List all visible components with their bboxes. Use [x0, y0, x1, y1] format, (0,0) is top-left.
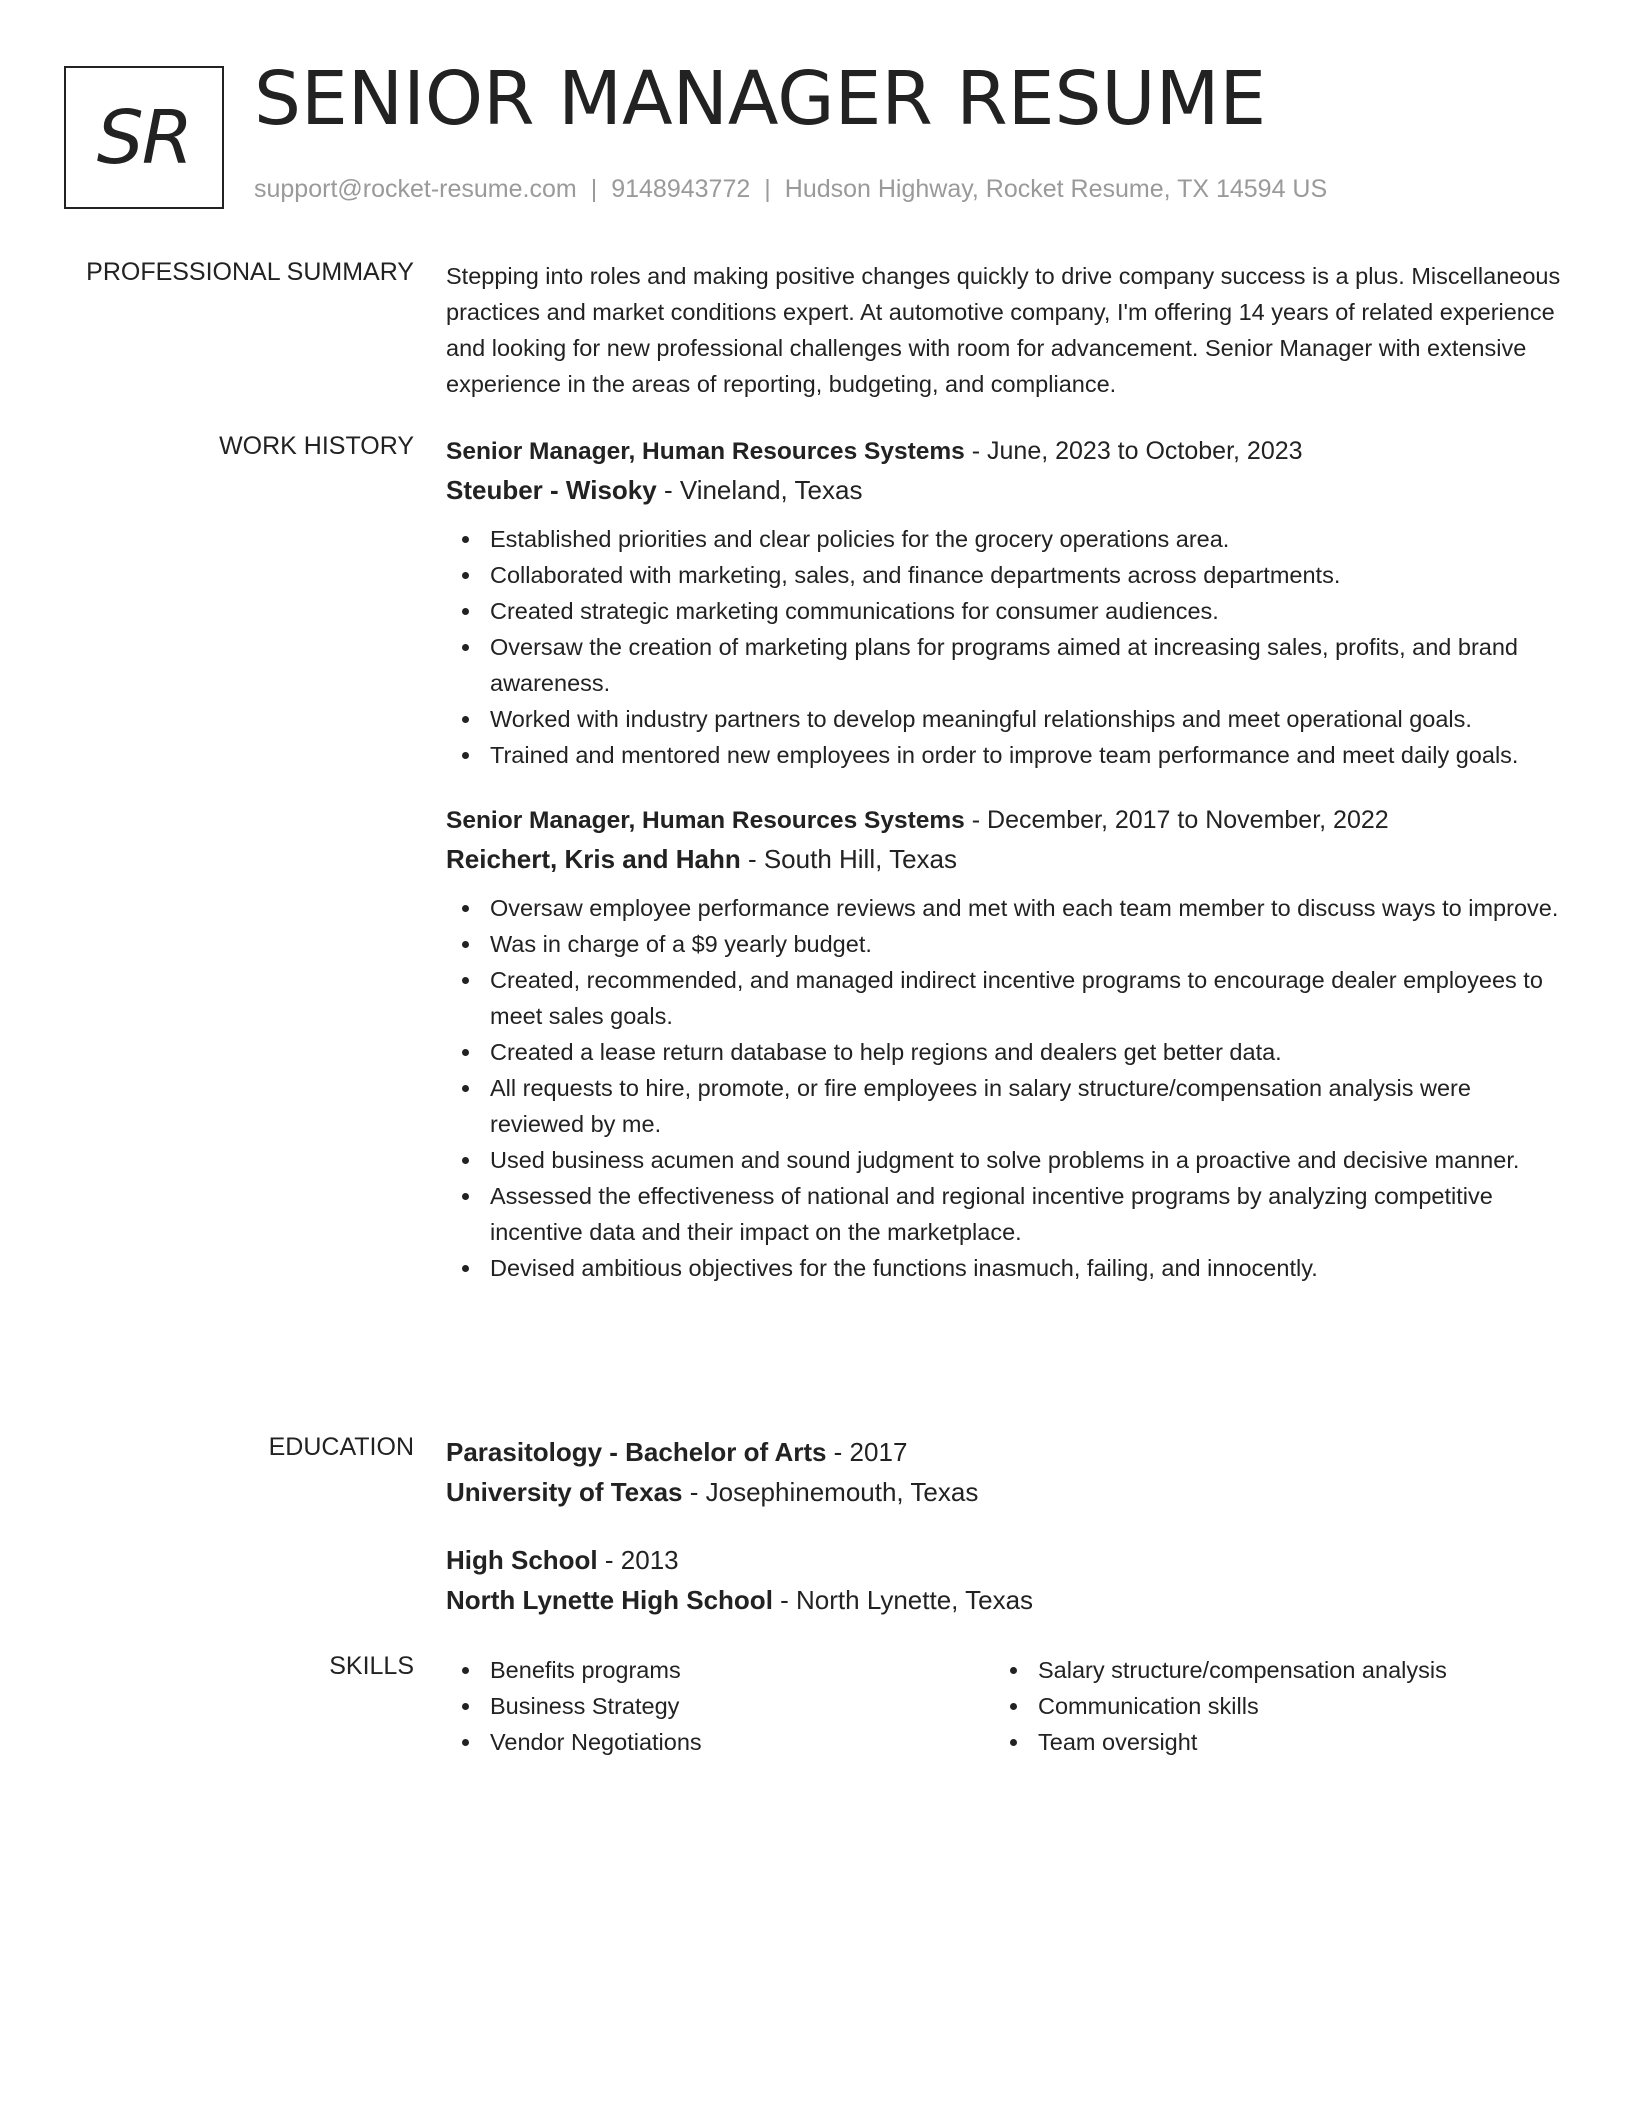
section-label-summary: PROFESSIONAL SUMMARY	[86, 258, 414, 286]
contact-email[interactable]: support@rocket-resume.com	[254, 175, 577, 203]
job-company-line	[446, 471, 1566, 509]
contact-separator: |	[764, 175, 771, 203]
education-degree-line	[446, 1433, 1566, 1471]
job-title-line	[446, 432, 1566, 471]
contact-address: Hudson Highway, Rocket Resume, TX 14594 US	[784, 175, 1328, 203]
job-bullet: Created, recommended, and managed indirect incentive programs to encourage dealer employees to meet sales goals.	[446, 962, 1566, 1034]
skill-item: Communication skills	[994, 1688, 1542, 1724]
job-location: - South Hill, Texas	[740, 844, 958, 874]
job-title-line	[446, 801, 1566, 840]
education-location: - North Lynette, Texas	[772, 1585, 1034, 1615]
monogram-logo: SR	[64, 66, 224, 209]
education-school-line	[446, 1581, 1566, 1619]
job-bullet: Used business acumen and sound judgment to solve problems in a proactive and decisive manner.	[446, 1142, 1566, 1178]
job-bullet: Trained and mentored new employees in order to improve team performance and meet daily goals.	[446, 737, 1566, 773]
job-bullet: Created strategic marketing communications for consumer audiences.	[446, 593, 1566, 629]
skill-item: Team oversight	[994, 1724, 1542, 1760]
education-location: - Josephinemouth, Texas	[682, 1477, 979, 1507]
skills-list-left	[446, 1652, 994, 1760]
section-label-skills: SKILLS	[329, 1652, 414, 1680]
skill-item: Business Strategy	[446, 1688, 994, 1724]
contact-phone[interactable]: 9148943772	[611, 175, 751, 203]
education-entry	[446, 1433, 1566, 1511]
education-year: - 2017	[826, 1437, 908, 1467]
job-title: Senior Manager, Human Resources Systems	[446, 807, 965, 834]
job-bullet: Oversaw the creation of marketing plans for programs aimed at increasing sales, profits, and brand awareness.	[446, 629, 1566, 701]
job-dates: - June, 2023 to October, 2023	[964, 437, 1303, 465]
job-bullet: Established priorities and clear policies for the grocery operations area.	[446, 521, 1566, 557]
job-bullet: Devised ambitious objectives for the functions inasmuch, failing, and innocently.	[446, 1250, 1566, 1286]
education-school: North Lynette High School	[446, 1585, 773, 1615]
job-entry	[446, 801, 1566, 1286]
job-company: Reichert, Kris and Hahn	[446, 844, 741, 874]
job-company: Steuber - Wisoky	[446, 475, 657, 505]
summary-text: Stepping into roles and making positive changes quickly to drive company success is a plus. Miscellaneous practices and market conditions expert. At automotive company, I'm offering 14 years of related experience and looking for new professional challenges with room for advancement. Senior Manager with extensive experience in the areas of reporting, budgeting, and compliance.	[446, 263, 1561, 397]
education-school-line	[446, 1473, 1566, 1511]
job-bullet: Created a lease return database to help regions and dealers get better data.	[446, 1034, 1566, 1070]
job-location: - Vineland, Texas	[656, 475, 863, 505]
job-bullet: Oversaw employee performance reviews and met with each team member to discuss ways to improve.	[446, 890, 1566, 926]
job-bullet: All requests to hire, promote, or fire employees in salary structure/compensation analysis were reviewed by me.	[446, 1070, 1566, 1142]
job-bullets	[446, 521, 1566, 773]
job-title: Senior Manager, Human Resources Systems	[446, 438, 965, 465]
job-entry	[446, 432, 1566, 773]
contact-line	[254, 175, 1327, 204]
job-bullet: Worked with industry partners to develop meaningful relationships and meet operational goals.	[446, 701, 1566, 737]
job-bullet: Assessed the effectiveness of national and regional incentive programs by analyzing competitive incentive data and their impact on the marketplace.	[446, 1178, 1566, 1250]
skill-item: Vendor Negotiations	[446, 1724, 994, 1760]
education-degree-line	[446, 1541, 1566, 1579]
section-label-work-history: WORK HISTORY	[219, 432, 414, 460]
skill-item: Benefits programs	[446, 1652, 994, 1688]
skills-list-right	[994, 1652, 1542, 1760]
page-title: SENIOR MANAGER RESUME	[254, 56, 1267, 142]
job-bullet: Collaborated with marketing, sales, and finance departments across departments.	[446, 557, 1566, 593]
job-company-line	[446, 840, 1566, 878]
skill-item: Salary structure/compensation analysis	[994, 1652, 1542, 1688]
contact-separator: |	[590, 175, 598, 203]
education-school: University of Texas	[446, 1477, 683, 1507]
job-bullet: Was in charge of a $9 yearly budget.	[446, 926, 1566, 962]
education-degree: Parasitology - Bachelor of Arts	[446, 1437, 827, 1467]
education-year: - 2013	[597, 1545, 679, 1575]
job-bullets	[446, 890, 1566, 1286]
section-label-education: EDUCATION	[268, 1433, 414, 1461]
education-entry	[446, 1541, 1566, 1619]
skills-columns	[446, 1652, 1566, 1760]
education-degree: High School	[446, 1545, 598, 1575]
job-dates: - December, 2017 to November, 2022	[964, 806, 1389, 834]
